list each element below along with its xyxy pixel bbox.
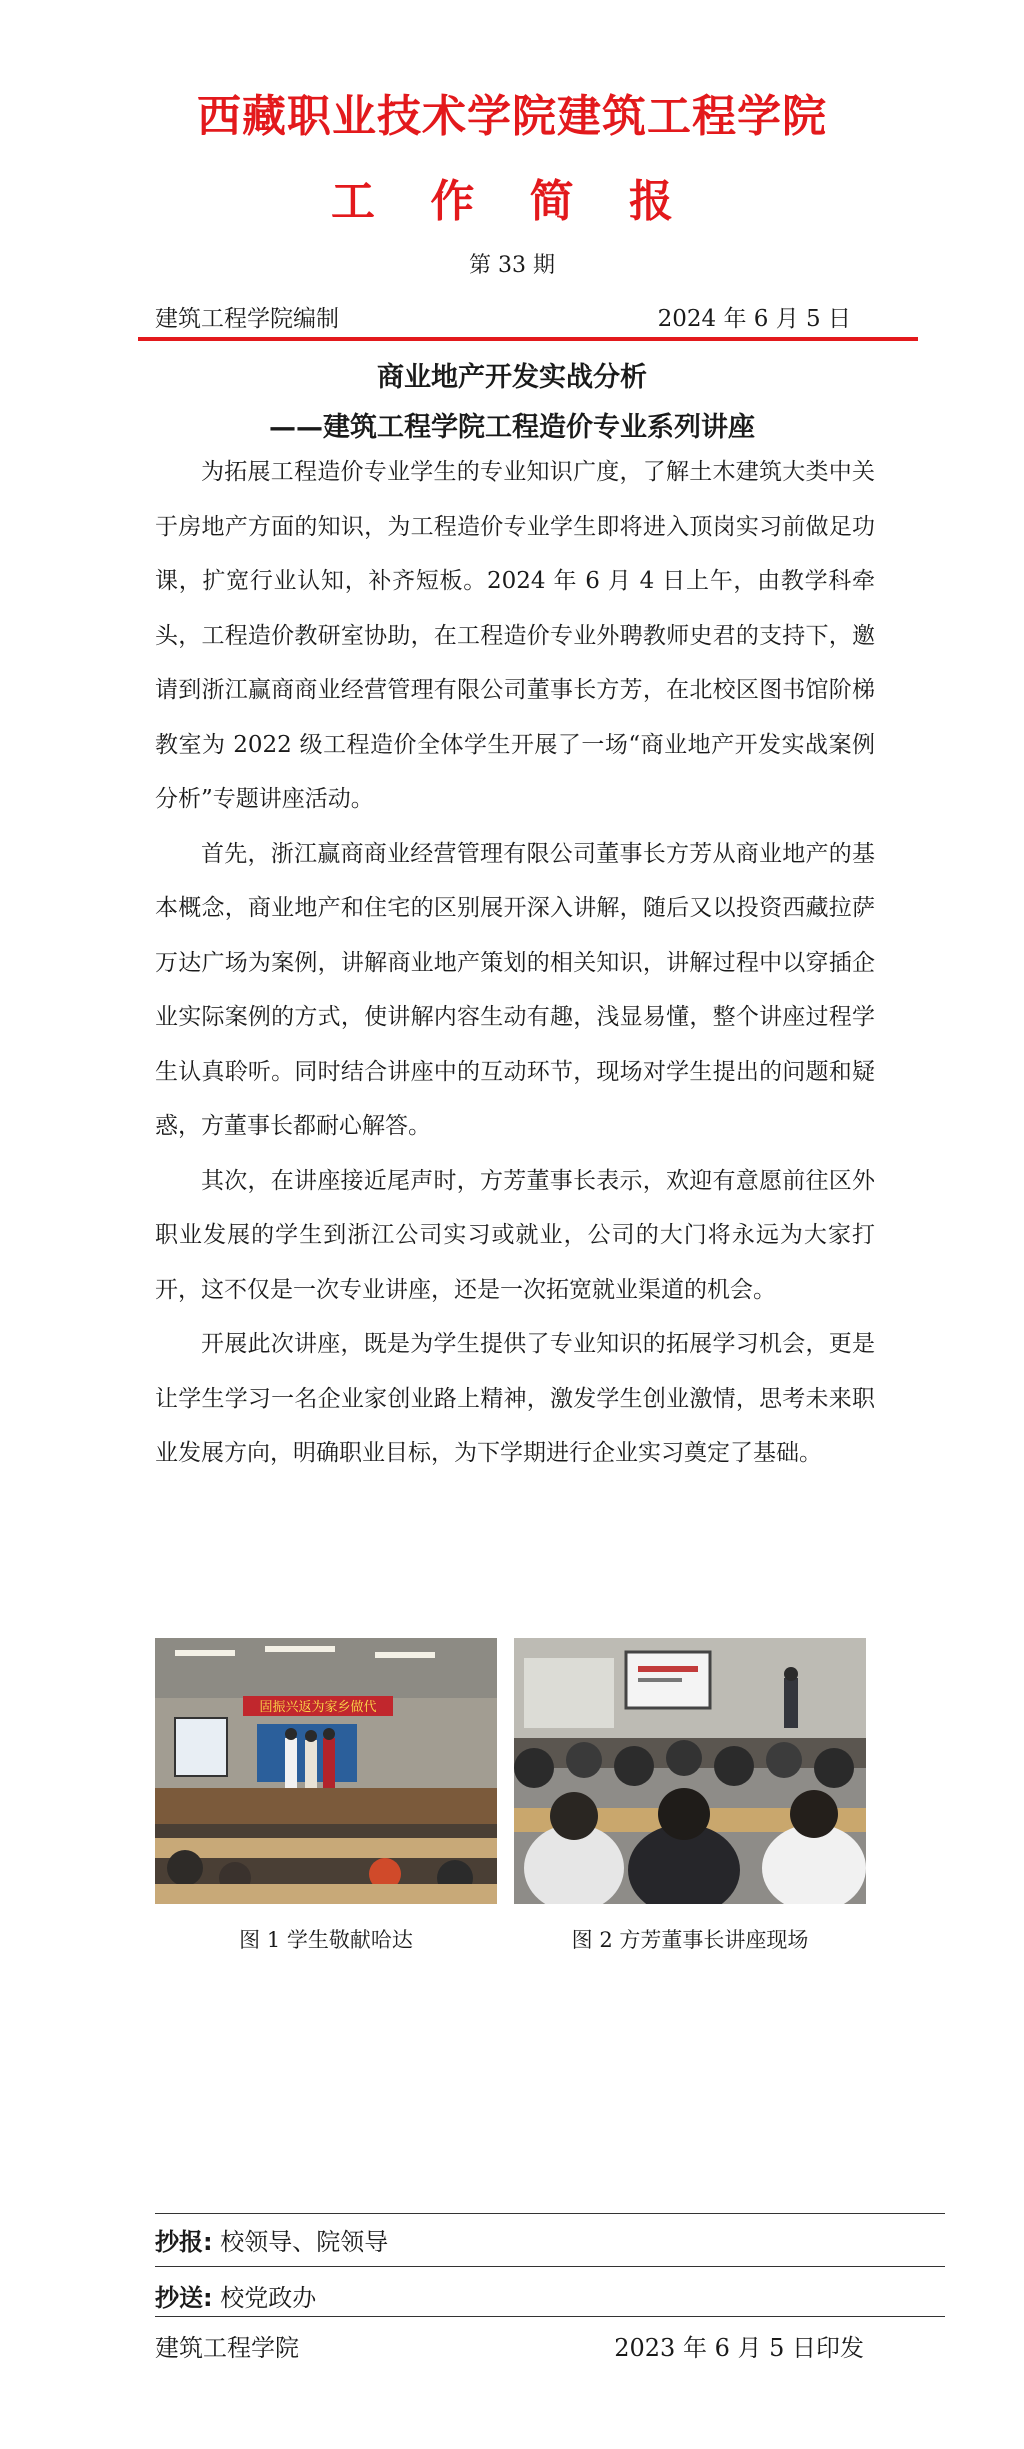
- footer-divider-middle: [155, 2266, 945, 2267]
- article-title: 商业地产开发实战分析: [377, 362, 647, 393]
- issuer: 建筑工程学院: [155, 2334, 299, 2362]
- editor-name: 建筑工程学院编制: [155, 306, 339, 332]
- article-subtitle: ——建筑工程学院工程造价专业系列讲座: [269, 412, 755, 443]
- paragraph: 为拓展工程造价专业学生的专业知识广度，了解土木建筑大类中关于房地产方面的知识，为工程造价专业学生即将进入顶岗实习前做足功课，扩宽行业认知，补齐短板。2024 年 6 月 4 日上午，由教学科牵头，工程造价教研室协助，在工程造价专业外聘教师史君的支持下，邀请到浙江赢商商业经营管理有限公司董事长方芳，在北校区图书馆阶梯教室为 2022 级工程造价全体学生开展了一场“商业地产开发实战案例分析”专题讲座活动。: [155, 459, 875, 812]
- report-to-line: [155, 2222, 388, 2257]
- report-label: 抄报:: [155, 2228, 213, 2256]
- paragraph: 首先，浙江赢商商业经营管理有限公司董事长方芳从商业地产的基本概念，商业地产和住宅的区别展开深入讲解，随后又以投资西藏拉萨万达广场为案例，讲解商业地产策划的相关知识，讲解过程中以穿插企业实际案例的方式，使讲解内容生动有趣，浅显易懂，整个讲座过程学生认真聆听。同时结合讲座中的互动环节，现场对学生提出的问题和疑惑，方董事长都耐心解答。: [155, 840, 875, 1139]
- bulletin-title: 工 作 简 报: [331, 176, 693, 227]
- figure-2-caption: 图 2 方芳董事长讲座现场: [571, 1928, 809, 1952]
- publish-date: 2024 年 6 月 5 日: [657, 306, 851, 332]
- print-date: 2023 年 6 月 5 日印发: [614, 2334, 864, 2362]
- banner-text: 固振兴返为家乡做代: [259, 1700, 377, 1715]
- article-body: [155, 445, 875, 1481]
- header-divider: [138, 337, 918, 341]
- photo-lecture-scene: [514, 1638, 866, 1904]
- footer-divider-top: [155, 2213, 945, 2214]
- paragraph: 其次，在讲座接近尾声时，方芳董事长表示，欢迎有意愿前往区外职业发展的学生到浙江公司实习或就业，公司的大门将永远为大家打开，这不仅是一次专业讲座，还是一次拓宽就业渠道的机会。: [155, 1167, 875, 1303]
- photo-students-presenting-khata: [155, 1638, 497, 1904]
- cc-line: [155, 2278, 316, 2313]
- paragraph: 开展此次讲座，既是为学生提供了专业知识的拓展学习机会，更是让学生学习一名企业家创业路上精神，激发学生创业激情，思考未来职业发展方向，明确职业目标，为下学期进行企业实习奠定了基础。: [155, 1331, 875, 1466]
- cc-recipients: 校党政办: [220, 2284, 317, 2312]
- footer-divider-bottom: [155, 2316, 945, 2317]
- figure-1-caption: 图 1 学生敬献哈达: [239, 1928, 413, 1952]
- issue-number: 第 33 期: [469, 253, 555, 278]
- report-recipients: 校领导、院领导: [220, 2228, 389, 2256]
- cc-label: 抄送:: [155, 2284, 213, 2312]
- school-title: 西藏职业技术学院建筑工程学院: [197, 91, 827, 142]
